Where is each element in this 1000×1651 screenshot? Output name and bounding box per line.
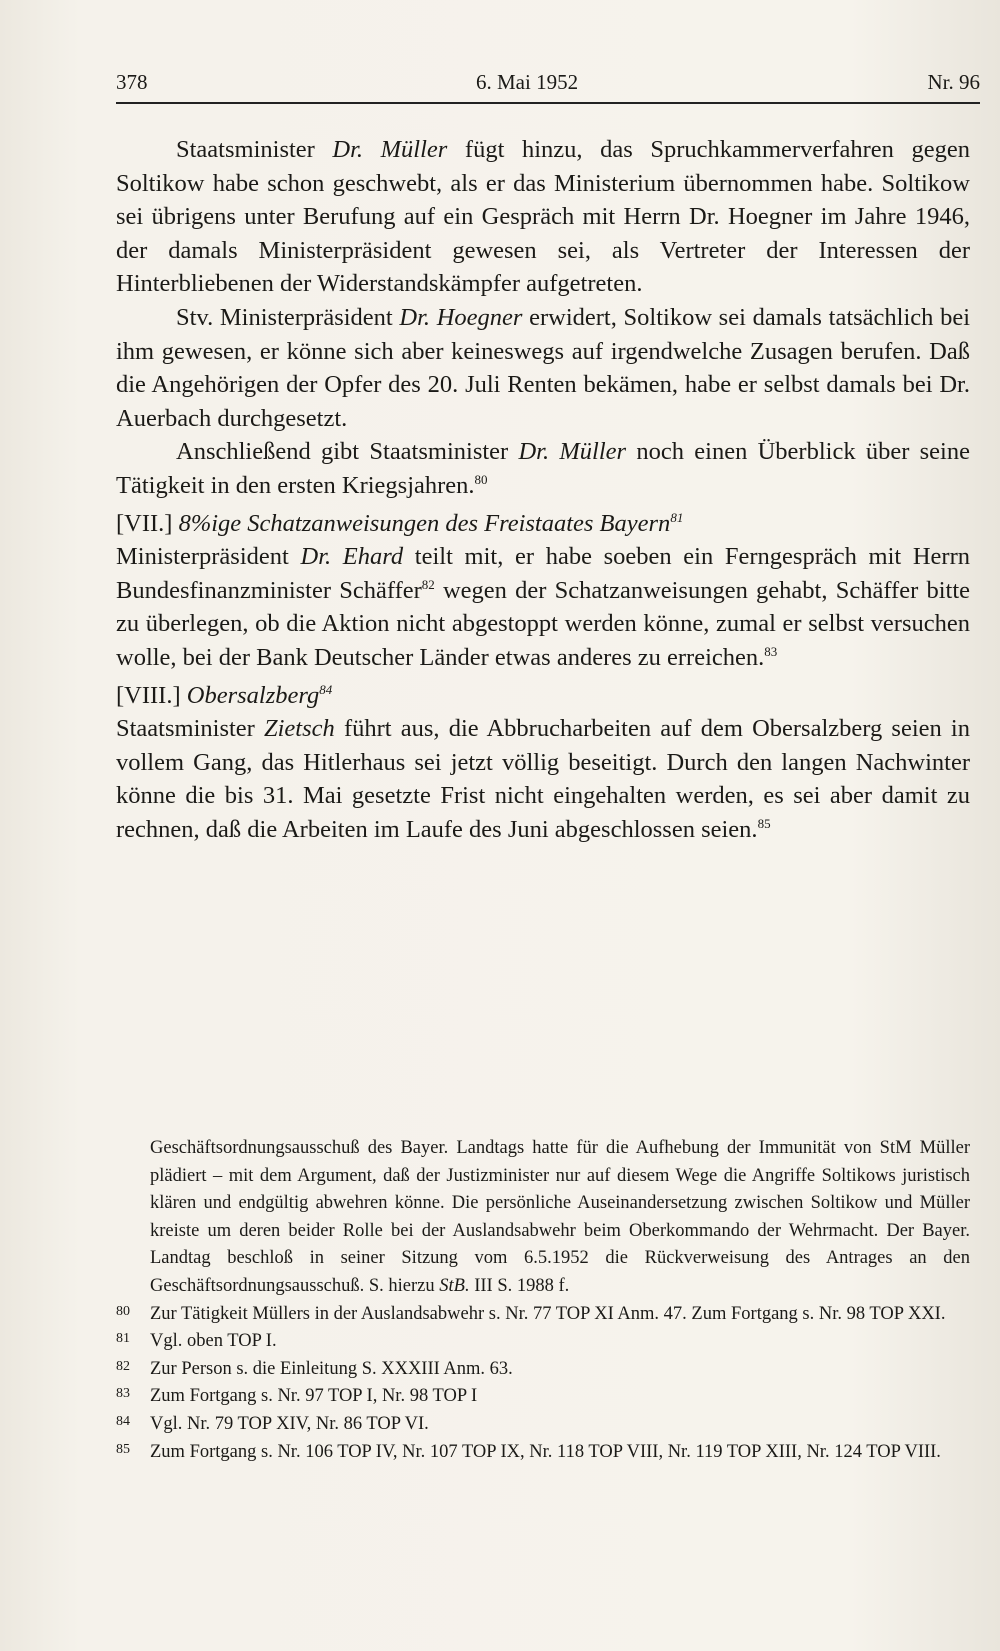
text-run: Staatsminister	[176, 136, 333, 163]
page-number: 378	[116, 70, 148, 94]
footnote-text: Vgl. Nr. 79 TOP XIV, Nr. 86 TOP VI.	[150, 1413, 429, 1434]
footnote-number: 85	[116, 1441, 130, 1457]
speaker-name: Dr. Müller	[332, 136, 448, 163]
footnote-80	[116, 1301, 970, 1329]
footnote-ref: 81	[670, 509, 684, 525]
section-title: Obersalzberg	[180, 681, 320, 709]
footnote-text: Vgl. oben TOP I.	[150, 1331, 277, 1352]
footnote-number: 82	[116, 1358, 130, 1374]
paragraph-hoegner	[116, 301, 970, 435]
main-text	[116, 133, 970, 846]
footnote-number: 81	[116, 1331, 130, 1347]
section-number: [VII.]	[116, 509, 173, 537]
section-number: [VIII.]	[116, 681, 181, 709]
text-run: fügt hinzu, das Spruchkammerverfahren gegen Soltikow habe schon geschwebt, als er das Ministerium übernommen habe. Soltikow sei übrigens unter Berufung auf ein Gespräch mit Herrn Dr. Hoegner im Jahre 1946, der damals Ministerpräsident gewesen sei, als Vertreter der Interessen der Hinterbliebenen der Widerstandskämpfer aufgetreten.	[116, 136, 970, 298]
speaker-name: Dr. Ehard	[300, 543, 404, 571]
text-run: Anschließend gibt Staatsminister	[176, 438, 519, 466]
text-run: wegen der Schatzanweisungen gehabt, Schäffer bitte zu überlegen, ob die Aktion nicht abgestoppt werden könne, zumal er selbst versuchen wolle, bei der Bank Deutscher Länder etwas anderes zu erreichen.	[116, 576, 970, 671]
text-run: StB.	[439, 1275, 470, 1296]
paragraph-zietsch	[116, 712, 970, 846]
speaker-name: Zietsch	[264, 715, 335, 743]
footnote-continuation	[116, 1135, 970, 1301]
footnote-84	[116, 1411, 970, 1439]
footnote-text: Zum Fortgang s. Nr. 97 TOP I, Nr. 98 TOP I	[150, 1386, 478, 1407]
paragraph-ehard	[116, 540, 970, 674]
section-heading-viii	[116, 679, 970, 713]
text-run: noch einen Überblick über seine Tätigkeit in den ersten Kriegsjahren.	[116, 438, 970, 499]
header-rule	[116, 102, 980, 104]
speaker-name: Dr. Hoegner	[399, 303, 523, 331]
footnote-85	[116, 1439, 970, 1467]
footnote-text: Zum Fortgang s. Nr. 106 TOP IV, Nr. 107 TOP IX, Nr. 118 TOP VIII, Nr. 119 TOP XIII, Nr. 124 TOP VIII.	[150, 1441, 941, 1462]
text-run: Staatsminister	[116, 715, 264, 743]
footnote-number: 83	[116, 1386, 130, 1402]
footnote-text: Zur Tätigkeit Müllers in der Auslandsabwehr s. Nr. 77 TOP XI Anm. 47. Zum Fortgang s. Nr. 98 TOP XXI.	[150, 1303, 946, 1324]
running-header	[116, 70, 980, 100]
footnote-ref: 84	[319, 681, 333, 697]
speaker-name: Dr. Müller	[518, 438, 627, 466]
text-run: Geschäftsordnungsausschuß des Bayer. Landtags hatte für die Aufhebung der Immunität von StM Müller plädiert – mit dem Argument, daß der Justizminister nur auf diesem Wege die Angriffe Soltikows juristisch klären und endgültig abwehren könne. Die persönliche Auseinandersetzung zwischen Soltikow und Müller kreiste um deren beider Rolle bei der Auslandsabwehr beim Oberkommando der Wehrmacht. Der Bayer. Landtag beschloß in seiner Sitzung vom 6.5.1952 die Rückverweisung des Antrages an den Geschäftsordnungsausschuß. S. hierzu	[150, 1138, 970, 1296]
text-run: III S. 1988 f.	[469, 1275, 570, 1296]
text-run: Stv. Ministerpräsident	[176, 303, 400, 331]
section-heading-vii	[116, 507, 970, 541]
document-number: Nr. 96	[927, 70, 980, 94]
paragraph-mueller	[116, 133, 970, 301]
footnote-ref: 80	[474, 471, 488, 487]
footnote-ref: 82	[421, 576, 435, 592]
paragraph-overview	[116, 435, 970, 502]
footnote-text: Zur Person s. die Einleitung S. XXXIII Anm. 63.	[150, 1358, 513, 1379]
footnote-81	[116, 1328, 970, 1356]
text-run: Ministerpräsident	[116, 543, 301, 571]
text-run: erwidert, Soltikow sei damals tatsächlich bei ihm gewesen, er könne sich aber keineswegs auf irgendwelche Zusagen berufen. Daß die Angehörigen der Opfer des 20. Juli Renten bekämen, habe er selbst damals bei Dr. Auerbach durchgesetzt.	[116, 303, 970, 432]
footnote-number: 84	[116, 1413, 130, 1429]
footnote-ref: 85	[757, 815, 771, 831]
text-run: teilt mit, er habe soeben ein Ferngespräch mit Herrn Bundesfinanzminister Schäffer	[116, 543, 970, 604]
footnote-83	[116, 1383, 970, 1411]
running-date: 6. Mai 1952	[476, 70, 579, 94]
text-run: führt aus, die Abbrucharbeiten auf dem Obersalzberg seien in vollem Gang, das Hitlerhaus sei jetzt völlig beseitigt. Durch den langen Nachwinter könne die bis 31. Mai gesetzte Frist nicht eingehalten werden, es sei aber damit zu rechnen, daß die Arbeiten im Laufe des Juni abgeschlossen seien.	[116, 715, 970, 843]
footnotes	[116, 1135, 970, 1466]
footnote-number: 80	[116, 1303, 130, 1319]
footnote-82	[116, 1356, 970, 1384]
section-title: 8%ige Schatzanweisungen des Freistaates Bayern	[172, 509, 671, 537]
footnote-ref: 83	[764, 643, 778, 659]
